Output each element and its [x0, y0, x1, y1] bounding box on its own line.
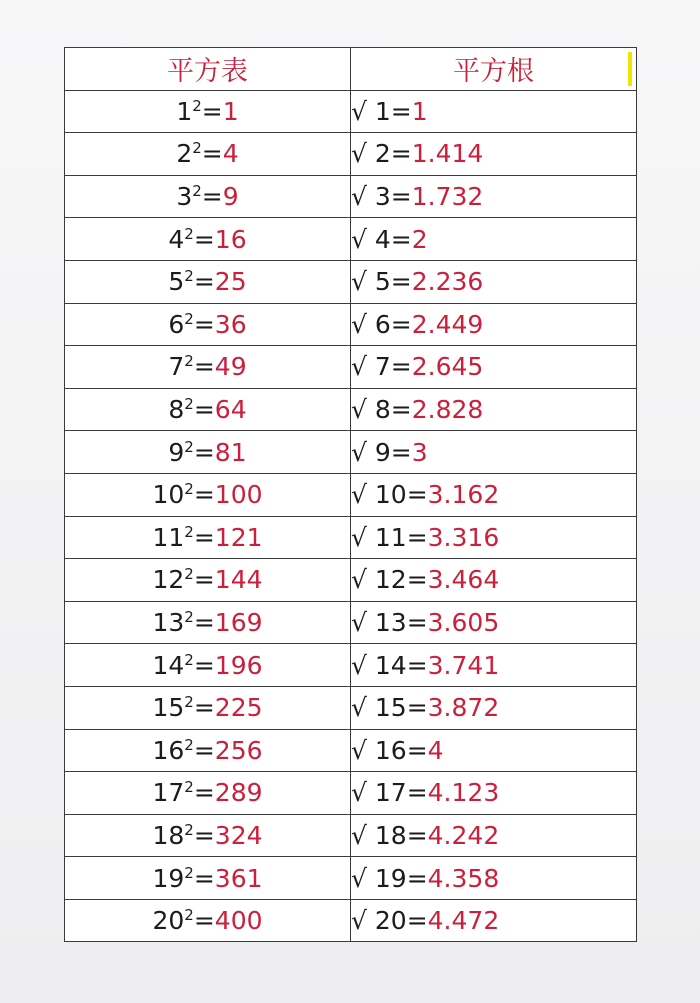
- root-cell: [351, 473, 637, 516]
- equals-sign: =: [193, 735, 215, 765]
- equals-sign: =: [406, 608, 428, 638]
- square-cell: [65, 346, 351, 389]
- root-sign: √: [351, 96, 367, 126]
- root-cell: [351, 814, 637, 857]
- root-sign: √: [351, 522, 367, 552]
- square-exponent: 2: [184, 735, 194, 754]
- root-value: 4.242: [427, 820, 500, 850]
- square-cell: [65, 431, 351, 474]
- root-operand: 5: [374, 267, 391, 297]
- square-cell: [65, 644, 351, 687]
- square-exponent: 2: [192, 139, 202, 158]
- root-operand: 2: [374, 139, 391, 169]
- square-base: 9: [168, 437, 185, 467]
- square-base: 4: [168, 224, 185, 254]
- root-cell: [351, 857, 637, 900]
- square-base: 14: [152, 650, 185, 680]
- table-body: [65, 90, 637, 942]
- root-sign: √: [351, 650, 367, 680]
- square-base: 19: [152, 863, 185, 893]
- root-operand: 18: [374, 820, 407, 850]
- table-row: [65, 814, 637, 857]
- root-sign: √: [351, 352, 367, 382]
- table-row: [65, 899, 637, 942]
- equals-sign: =: [201, 182, 223, 212]
- square-cell: [65, 218, 351, 261]
- table-row: [65, 260, 637, 303]
- header-roots: [351, 48, 637, 91]
- square-value: 9: [222, 182, 239, 212]
- root-sign: √: [351, 906, 367, 936]
- root-value: 3.872: [427, 693, 500, 723]
- square-cell: [65, 260, 351, 303]
- square-base: 18: [152, 820, 185, 850]
- root-operand: 15: [374, 693, 407, 723]
- root-operand: 1: [374, 96, 391, 126]
- equals-sign: =: [193, 395, 215, 425]
- square-value: 361: [214, 863, 263, 893]
- square-base: 16: [152, 735, 185, 765]
- square-value: 1: [222, 96, 239, 126]
- root-operand: 20: [374, 906, 407, 936]
- root-value: 4: [427, 735, 444, 765]
- equals-sign: =: [201, 96, 223, 126]
- square-cell: [65, 473, 351, 516]
- root-value: 3.464: [427, 565, 500, 595]
- root-value: 4.472: [427, 906, 500, 936]
- square-base: 8: [168, 395, 185, 425]
- root-sign: √: [351, 608, 367, 638]
- root-value: 4.358: [427, 863, 500, 893]
- square-exponent: 2: [184, 267, 194, 286]
- square-exponent: 2: [184, 224, 194, 243]
- equals-sign: =: [390, 139, 412, 169]
- square-exponent: 2: [192, 182, 202, 201]
- square-base: 6: [168, 309, 185, 339]
- square-value: 289: [214, 778, 263, 808]
- equals-sign: =: [390, 182, 412, 212]
- root-operand: 7: [374, 352, 391, 382]
- equals-sign: =: [406, 778, 428, 808]
- square-base: 13: [152, 608, 185, 638]
- square-value: 169: [214, 608, 263, 638]
- root-sign: √: [351, 693, 367, 723]
- square-base: 2: [176, 139, 193, 169]
- equals-sign: =: [406, 863, 428, 893]
- root-value: 2.645: [411, 352, 484, 382]
- root-operand: 14: [374, 650, 407, 680]
- root-cell: [351, 260, 637, 303]
- square-cell: [65, 559, 351, 602]
- root-value: 2: [411, 224, 428, 254]
- equals-sign: =: [193, 906, 215, 936]
- root-value: 2.449: [411, 309, 484, 339]
- square-value: 225: [214, 693, 263, 723]
- table-row: [65, 388, 637, 431]
- root-value: 2.236: [411, 267, 484, 297]
- table-row: [65, 857, 637, 900]
- root-cell: [351, 175, 637, 218]
- root-operand: 12: [374, 565, 407, 595]
- square-exponent: 2: [184, 863, 194, 882]
- square-exponent: 2: [184, 522, 194, 541]
- equals-sign: =: [406, 480, 428, 510]
- square-cell: [65, 133, 351, 176]
- root-sign: √: [351, 820, 367, 850]
- square-exponent: 2: [184, 650, 194, 669]
- root-sign: √: [351, 480, 367, 510]
- table-row: [65, 559, 637, 602]
- table-row: [65, 473, 637, 516]
- root-value: 3.741: [427, 650, 500, 680]
- square-exponent: 2: [184, 693, 194, 712]
- square-value: 144: [214, 565, 263, 595]
- equals-sign: =: [193, 224, 215, 254]
- square-cell: [65, 857, 351, 900]
- root-operand: 8: [374, 395, 391, 425]
- root-cell: [351, 601, 637, 644]
- equals-sign: =: [406, 735, 428, 765]
- square-cell: [65, 899, 351, 942]
- square-value: 100: [214, 480, 263, 510]
- root-sign: √: [351, 437, 367, 467]
- table-row: [65, 772, 637, 815]
- table-row: [65, 729, 637, 772]
- root-operand: 10: [374, 480, 407, 510]
- header-squares: 平方表: [65, 48, 351, 91]
- root-cell: [351, 559, 637, 602]
- table-row: [65, 303, 637, 346]
- equals-sign: =: [193, 437, 215, 467]
- root-sign: √: [351, 735, 367, 765]
- equals-sign: =: [201, 139, 223, 169]
- table-row: [65, 686, 637, 729]
- equals-sign: =: [390, 309, 412, 339]
- square-value: 196: [214, 650, 263, 680]
- equals-sign: =: [193, 693, 215, 723]
- equals-sign: =: [390, 395, 412, 425]
- equals-sign: =: [406, 820, 428, 850]
- square-root-table: [64, 47, 637, 942]
- equals-sign: =: [193, 352, 215, 382]
- root-value: 3.316: [427, 522, 500, 552]
- square-cell: [65, 175, 351, 218]
- equals-sign: =: [406, 693, 428, 723]
- root-cell: [351, 644, 637, 687]
- square-exponent: 2: [184, 309, 194, 328]
- equals-sign: =: [390, 352, 412, 382]
- square-value: 324: [214, 820, 263, 850]
- equals-sign: =: [406, 565, 428, 595]
- square-base: 17: [152, 778, 185, 808]
- square-value: 4: [222, 139, 239, 169]
- square-value: 64: [214, 395, 247, 425]
- root-cell: [351, 899, 637, 942]
- root-cell: [351, 90, 637, 133]
- square-base: 12: [152, 565, 185, 595]
- root-sign: √: [351, 395, 367, 425]
- root-operand: 11: [374, 522, 407, 552]
- equals-sign: =: [406, 522, 428, 552]
- root-sign: √: [351, 565, 367, 595]
- square-value: 49: [214, 352, 247, 382]
- root-cell: [351, 516, 637, 559]
- root-sign: √: [351, 778, 367, 808]
- square-base: 7: [168, 352, 185, 382]
- root-operand: 4: [374, 224, 391, 254]
- root-cell: [351, 772, 637, 815]
- table-header-row: [65, 48, 637, 91]
- square-base: 11: [152, 522, 185, 552]
- root-sign: √: [351, 139, 367, 169]
- root-operand: 3: [374, 182, 391, 212]
- square-base: 20: [152, 906, 185, 936]
- root-operand: 16: [374, 735, 407, 765]
- root-operand: 19: [374, 863, 407, 893]
- equals-sign: =: [193, 480, 215, 510]
- root-value: 2.828: [411, 395, 484, 425]
- square-value: 36: [214, 309, 247, 339]
- root-cell: [351, 431, 637, 474]
- table-row: [65, 175, 637, 218]
- equals-sign: =: [390, 224, 412, 254]
- equals-sign: =: [193, 820, 215, 850]
- root-sign: √: [351, 309, 367, 339]
- root-value: 3.162: [427, 480, 500, 510]
- equals-sign: =: [193, 608, 215, 638]
- header-roots-label: 平方根: [453, 56, 534, 88]
- equals-sign: =: [193, 522, 215, 552]
- root-sign: √: [351, 863, 367, 893]
- square-cell: [65, 388, 351, 431]
- equals-sign: =: [193, 565, 215, 595]
- root-cell: [351, 686, 637, 729]
- equals-sign: =: [406, 650, 428, 680]
- square-exponent: 2: [184, 437, 194, 456]
- root-value: 4.123: [427, 778, 500, 808]
- square-cell: [65, 303, 351, 346]
- square-cell: [65, 601, 351, 644]
- square-base: 1: [176, 96, 193, 126]
- square-value: 121: [214, 522, 263, 552]
- square-exponent: 2: [184, 608, 194, 627]
- square-exponent: 2: [184, 395, 194, 414]
- square-exponent: 2: [184, 565, 194, 584]
- root-value: 3.605: [427, 608, 500, 638]
- root-sign: √: [351, 182, 367, 212]
- table-row: [65, 431, 637, 474]
- equals-sign: =: [193, 778, 215, 808]
- table-row: [65, 133, 637, 176]
- root-cell: [351, 388, 637, 431]
- root-cell: [351, 133, 637, 176]
- root-cell: [351, 729, 637, 772]
- square-exponent: 2: [184, 480, 194, 499]
- root-value: 3: [411, 437, 428, 467]
- highlight-marker: [628, 52, 632, 86]
- square-base: 5: [168, 267, 185, 297]
- equals-sign: =: [193, 267, 215, 297]
- square-value: 16: [214, 224, 247, 254]
- equals-sign: =: [193, 650, 215, 680]
- square-exponent: 2: [184, 352, 194, 371]
- root-sign: √: [351, 267, 367, 297]
- equals-sign: =: [390, 267, 412, 297]
- equals-sign: =: [193, 863, 215, 893]
- root-value: 1.414: [411, 139, 484, 169]
- table-row: [65, 346, 637, 389]
- root-cell: [351, 346, 637, 389]
- square-value: 256: [214, 735, 263, 765]
- root-operand: 9: [374, 437, 391, 467]
- equals-sign: =: [390, 437, 412, 467]
- table-row: [65, 90, 637, 133]
- square-value: 81: [214, 437, 247, 467]
- root-value: 1: [411, 96, 428, 126]
- square-value: 400: [214, 906, 263, 936]
- root-value: 1.732: [411, 182, 484, 212]
- square-exponent: 2: [192, 96, 202, 115]
- square-base: 10: [152, 480, 185, 510]
- square-base: 3: [176, 182, 193, 212]
- square-cell: [65, 729, 351, 772]
- root-operand: 6: [374, 309, 391, 339]
- equals-sign: =: [406, 906, 428, 936]
- root-operand: 17: [374, 778, 407, 808]
- square-cell: [65, 814, 351, 857]
- table-row: [65, 516, 637, 559]
- equals-sign: =: [390, 96, 412, 126]
- table-row: [65, 218, 637, 261]
- square-exponent: 2: [184, 820, 194, 839]
- square-cell: [65, 772, 351, 815]
- square-cell: [65, 516, 351, 559]
- square-exponent: 2: [184, 778, 194, 797]
- square-cell: [65, 686, 351, 729]
- square-exponent: 2: [184, 906, 194, 925]
- table-row: [65, 601, 637, 644]
- square-base: 15: [152, 693, 185, 723]
- root-sign: √: [351, 224, 367, 254]
- table-row: [65, 644, 637, 687]
- square-value: 25: [214, 267, 247, 297]
- root-cell: [351, 218, 637, 261]
- equals-sign: =: [193, 309, 215, 339]
- root-cell: [351, 303, 637, 346]
- square-cell: [65, 90, 351, 133]
- root-operand: 13: [374, 608, 407, 638]
